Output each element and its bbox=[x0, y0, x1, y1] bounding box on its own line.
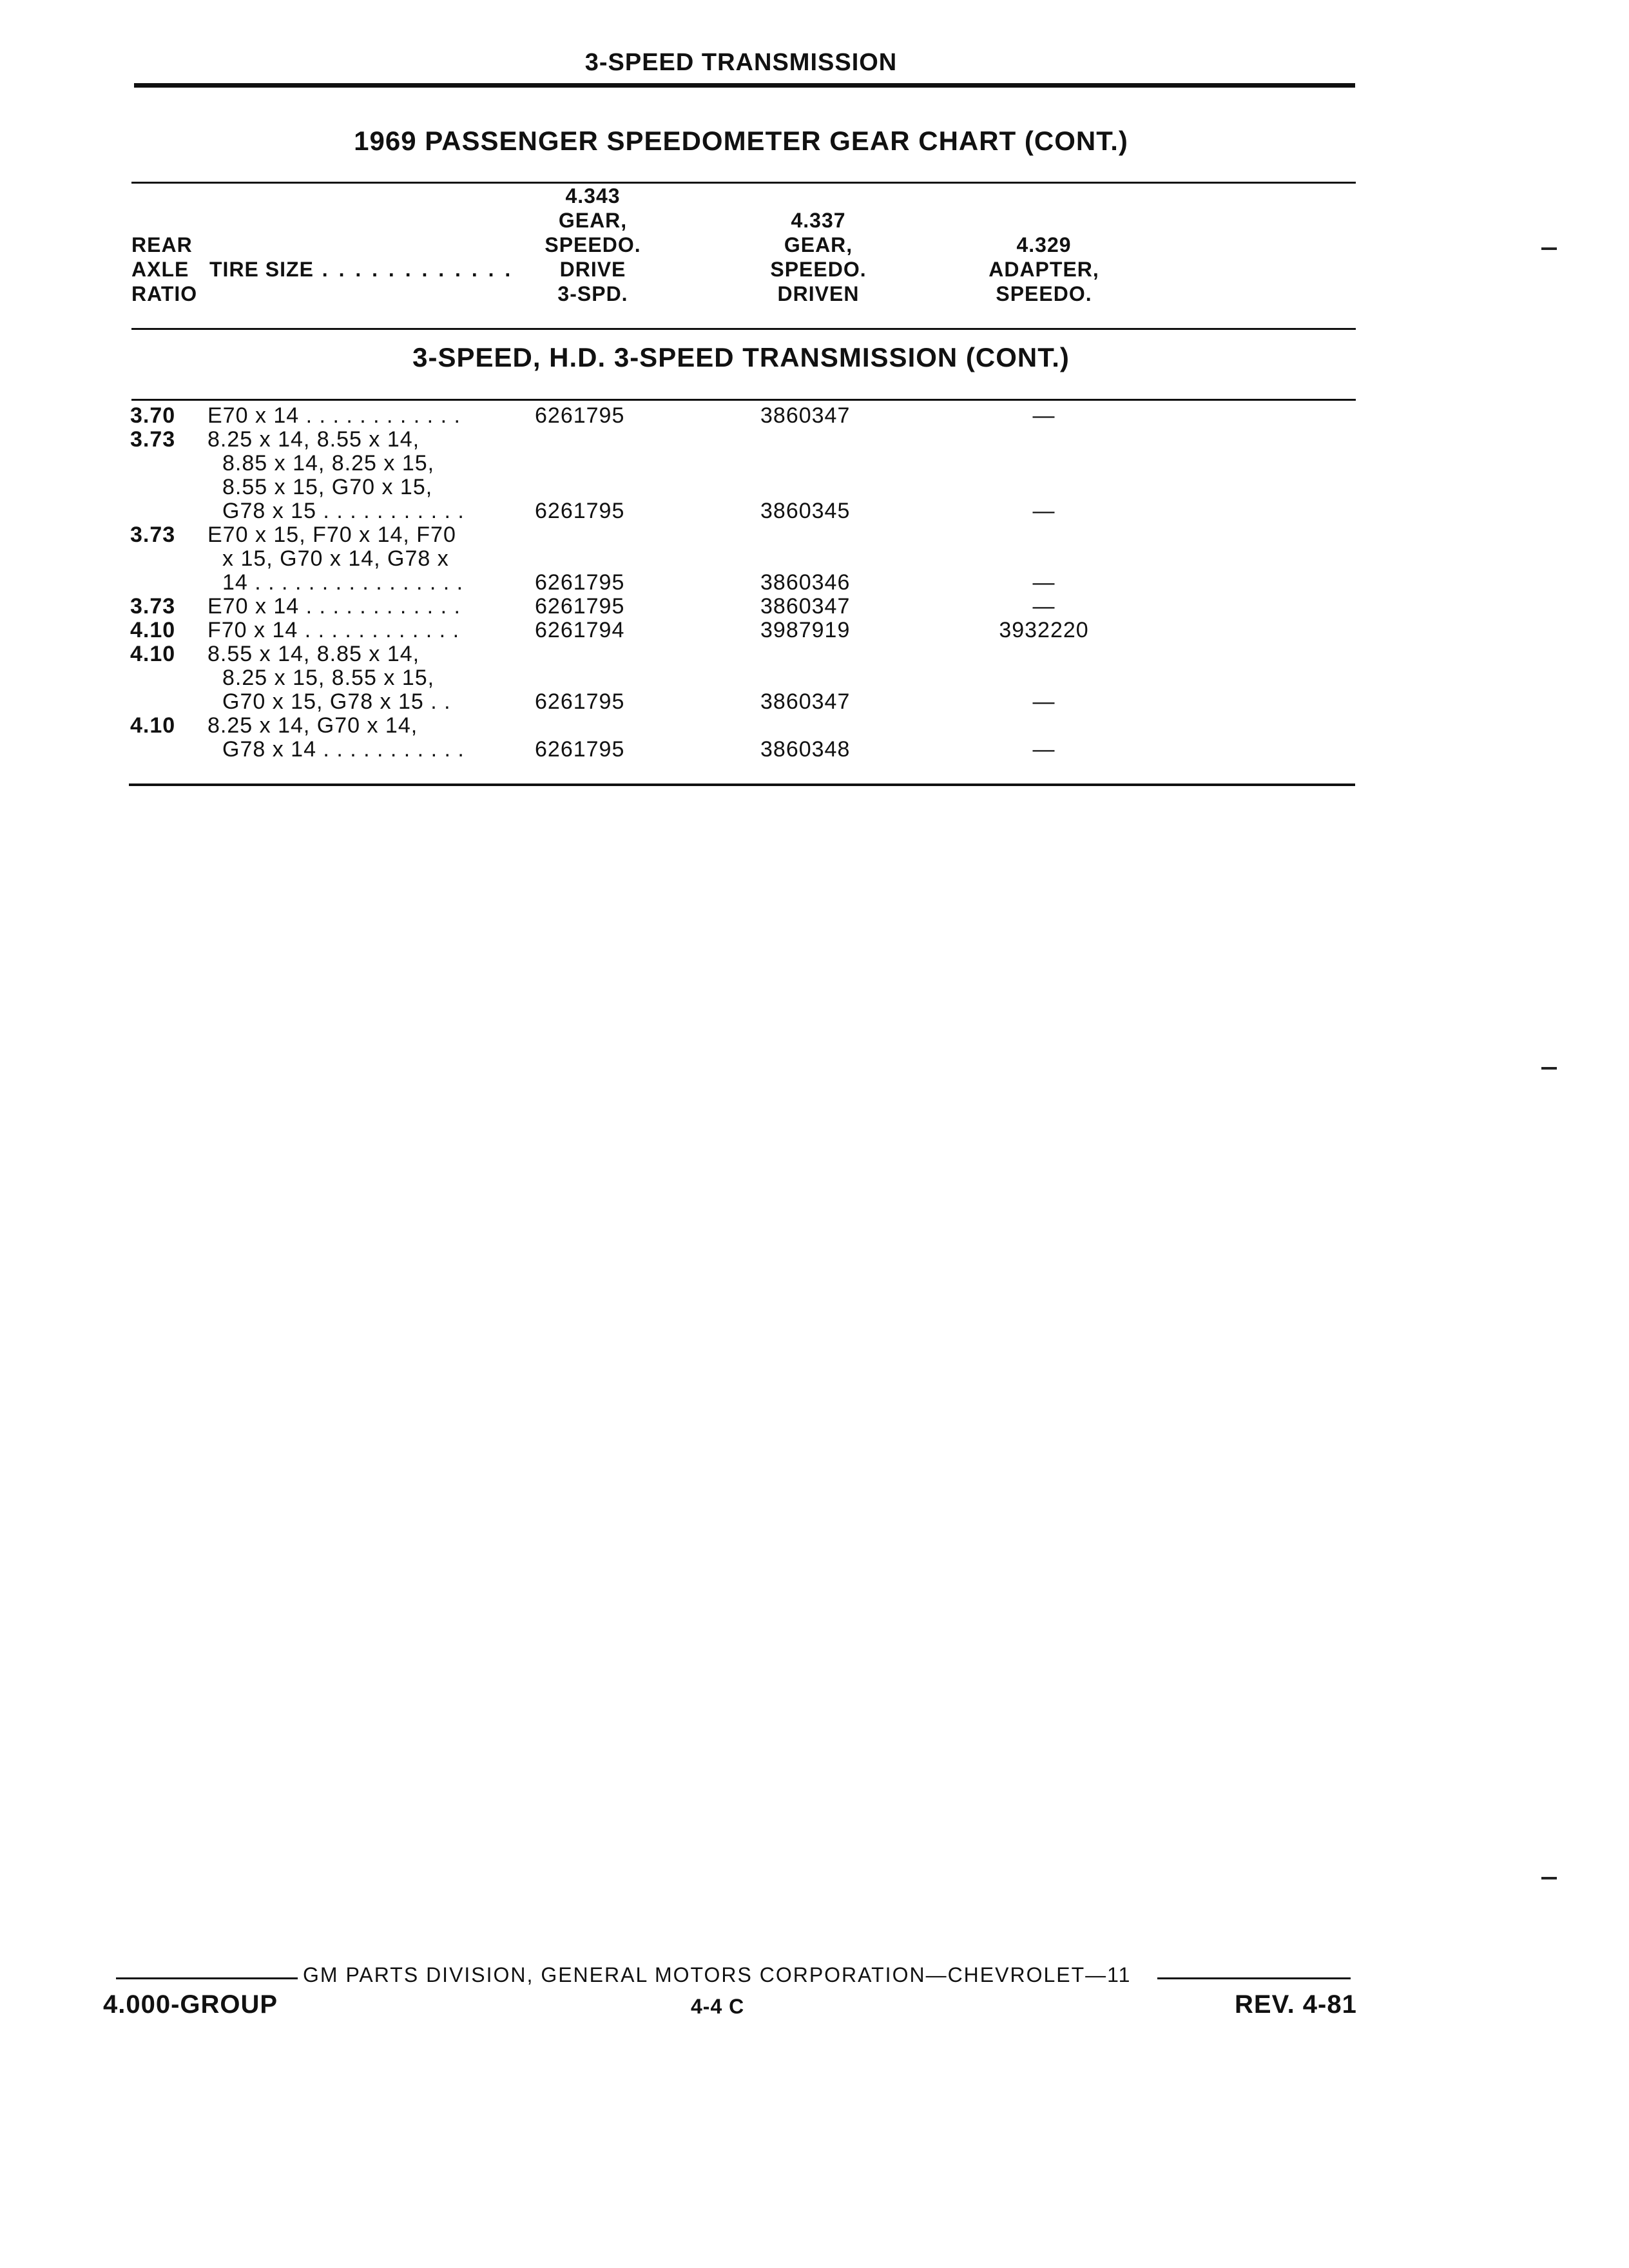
row-driven-gear: 3860346 bbox=[760, 570, 851, 595]
row-ratio: 3.73 bbox=[130, 523, 176, 547]
row-drive-gear: 6261795 bbox=[535, 499, 625, 523]
row-driven-gear: 3860347 bbox=[760, 403, 851, 428]
section-title-rule bbox=[134, 83, 1355, 88]
row-drive-gear: 6261795 bbox=[535, 403, 625, 428]
row-adapter: — bbox=[1032, 499, 1055, 523]
table-section-title: 3-SPEED, H.D. 3-SPEED TRANSMISSION (CONT.) bbox=[412, 342, 1070, 372]
col-ratio-header bbox=[131, 233, 197, 306]
row-drive-gear: 6261795 bbox=[535, 689, 625, 714]
row-drive-gear: 6261794 bbox=[535, 618, 625, 642]
margin-mark bbox=[1541, 1067, 1557, 1070]
row-ratio: 4.10 bbox=[130, 642, 176, 666]
col-driven-header bbox=[722, 208, 915, 306]
header-bottom-rule bbox=[131, 328, 1356, 330]
row-tire-size: 8.85 x 14, 8.25 x 15, bbox=[222, 451, 435, 476]
row-driven-gear: 3860347 bbox=[760, 594, 851, 619]
row-driven-gear: 3860347 bbox=[760, 689, 851, 714]
row-adapter: — bbox=[1032, 403, 1055, 428]
footer-rule-left bbox=[116, 1977, 298, 1979]
row-driven-gear: 3860348 bbox=[760, 737, 851, 762]
col-drive-header bbox=[503, 184, 683, 306]
row-tire-size: E70 x 15, F70 x 14, F70 bbox=[207, 523, 456, 547]
row-driven-gear: 3860345 bbox=[760, 499, 851, 523]
table-top-rule bbox=[131, 399, 1356, 401]
row-adapter: — bbox=[1032, 737, 1055, 762]
col-adapter-line-2: ADAPTER, bbox=[988, 258, 1099, 281]
row-ratio: 3.70 bbox=[130, 403, 176, 428]
row-tire-size: 14 . . . . . . . . . . . . . . . . bbox=[222, 570, 464, 595]
row-adapter: — bbox=[1032, 570, 1055, 595]
margin-mark bbox=[1541, 247, 1557, 250]
row-tire-size: G70 x 15, G78 x 15 . . bbox=[222, 689, 451, 714]
row-tire-size: 8.25 x 14, 8.55 x 14, bbox=[207, 427, 420, 452]
margin-mark bbox=[1541, 1877, 1557, 1879]
row-ratio: 3.73 bbox=[130, 594, 176, 619]
row-tire-size: 8.55 x 15, G70 x 15, bbox=[222, 475, 433, 499]
row-tire-size: 8.25 x 14, G70 x 14, bbox=[207, 713, 418, 738]
col-adapter-line-3: SPEEDO. bbox=[996, 282, 1092, 305]
col-drive-line-1: 4.343 bbox=[565, 184, 621, 207]
row-tire-size: E70 x 14 . . . . . . . . . . . . bbox=[207, 594, 461, 619]
row-ratio: 3.73 bbox=[130, 427, 176, 452]
row-driven-gear: 3987919 bbox=[760, 618, 851, 642]
row-drive-gear: 6261795 bbox=[535, 570, 625, 595]
row-tire-size: F70 x 14 . . . . . . . . . . . . bbox=[207, 618, 460, 642]
footer-rule-right bbox=[1157, 1977, 1351, 1979]
row-ratio: 4.10 bbox=[130, 618, 176, 642]
col-drive-line-5: 3-SPD. bbox=[557, 282, 628, 305]
col-drive-line-4: DRIVE bbox=[559, 258, 626, 281]
row-tire-size: 8.55 x 14, 8.85 x 14, bbox=[207, 642, 420, 666]
header-top-rule bbox=[131, 182, 1356, 184]
col-axle-label: AXLE bbox=[131, 258, 189, 281]
footer-group: 4.000-GROUP bbox=[103, 1990, 278, 2019]
chart-title: 1969 PASSENGER SPEEDOMETER GEAR CHART (CONT.) bbox=[354, 126, 1128, 156]
row-tire-size: E70 x 14 . . . . . . . . . . . . bbox=[207, 403, 461, 428]
row-adapter: — bbox=[1032, 594, 1055, 619]
col-driven-line-1: 4.337 bbox=[791, 209, 846, 232]
row-tire-size: 8.25 x 15, 8.55 x 15, bbox=[222, 666, 435, 690]
col-tire-label: TIRE SIZE bbox=[209, 258, 314, 281]
col-driven-line-3: SPEEDO. bbox=[770, 258, 867, 281]
col-adapter-header bbox=[941, 233, 1147, 306]
col-rear-label: REAR bbox=[131, 233, 193, 256]
footer-revision: REV. 4-81 bbox=[1235, 1990, 1357, 2019]
row-ratio: 4.10 bbox=[130, 713, 176, 738]
col-adapter-line-1: 4.329 bbox=[1016, 233, 1072, 256]
col-driven-line-4: DRIVEN bbox=[777, 282, 860, 305]
footer-page-number: 4-4 C bbox=[691, 1995, 745, 2018]
table-bottom-rule bbox=[129, 783, 1355, 786]
section-title: 3-SPEED TRANSMISSION bbox=[584, 49, 898, 76]
row-adapter: 3932220 bbox=[999, 618, 1089, 642]
row-tire-size: G78 x 15 . . . . . . . . . . . bbox=[222, 499, 465, 523]
row-drive-gear: 6261795 bbox=[535, 737, 625, 762]
row-drive-gear: 6261795 bbox=[535, 594, 625, 619]
row-tire-size: x 15, G70 x 14, G78 x bbox=[222, 546, 449, 571]
row-adapter: — bbox=[1032, 689, 1055, 714]
col-drive-line-2: GEAR, bbox=[558, 209, 628, 232]
col-drive-line-3: SPEEDO. bbox=[545, 233, 641, 256]
row-tire-size: G78 x 14 . . . . . . . . . . . bbox=[222, 737, 465, 762]
footer-credit: GM PARTS DIVISION, GENERAL MOTORS CORPORATION—CHEVROLET—11 bbox=[303, 1963, 1132, 1986]
col-tire-header bbox=[209, 257, 513, 282]
col-driven-line-2: GEAR, bbox=[784, 233, 853, 256]
col-ratio-label: RATIO bbox=[131, 282, 198, 305]
col-tire-leader: . . . . . . . . . . . . bbox=[313, 258, 514, 281]
